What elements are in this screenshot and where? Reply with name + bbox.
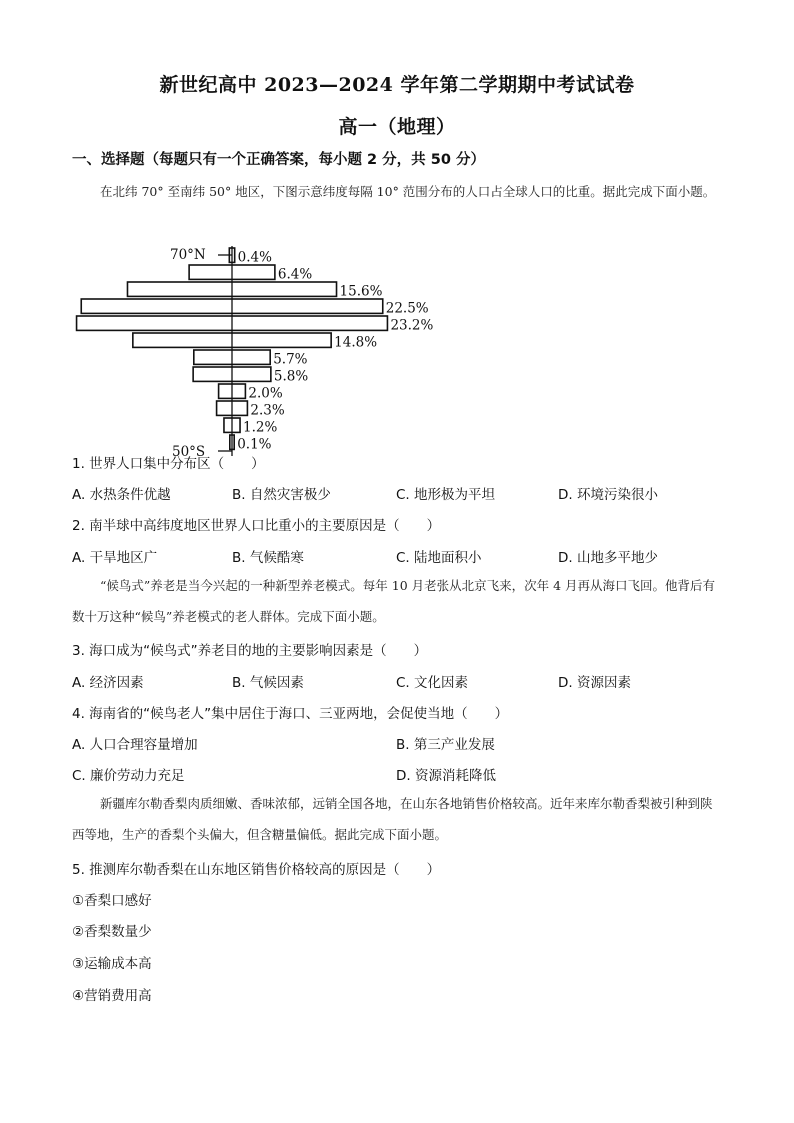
question-2-stem: 2. 南半球中高纬度地区世界人口比重小的主要原因是（ ） [72,518,441,534]
q4-option-b[interactable]: B. 第三产业发展 [396,737,495,753]
q4-option-a[interactable]: A. 人口合理容量增加 [72,737,198,753]
q5-item-1: ①香梨口感好 [72,893,152,909]
q4-option-c[interactable]: C. 廉价劳动力充足 [72,768,185,784]
q4-option-d[interactable]: D. 资源消耗降低 [396,768,496,784]
q3-option-a[interactable]: A. 经济因素 [72,675,144,691]
bar-value-label: 0.1% [237,436,272,453]
bar-value-label: 22.5% [385,300,429,317]
top-latitude-label: 70°N [170,247,206,263]
q3-option-b[interactable]: B. 气候因素 [232,675,304,691]
bar-value-label: 0.4% [237,249,272,266]
section-heading: 一、选择题（每题只有一个正确答案，每小题 2 分，共 50 分） [72,152,485,168]
bar-value-label: 6.4% [277,266,313,283]
exam-subtitle: 高一（地理） [338,116,456,138]
question-4-stem: 4. 海南省的“候鸟老人”集中居住于海口、三亚两地，会促使当地（ ） [72,706,509,722]
bar-value-label: 1.2% [243,419,278,436]
q1-option-c[interactable]: C. 地形极为平坦 [396,487,496,503]
q1-option-d[interactable]: D. 环境污染很小 [558,487,658,503]
bar-value-label: 2.0% [248,385,283,402]
question-3-stem: 3. 海口成为“候鸟式”养老目的地的主要影响因素是（ ） [72,643,428,659]
bar-value-label: 5.7% [273,351,308,368]
q5-item-3: ③运输成本高 [72,956,152,972]
q1-option-b[interactable]: B. 自然灾害极少 [232,487,331,503]
q2-option-a[interactable]: A. 干旱地区广 [72,550,158,566]
q2-option-c[interactable]: C. 陆地面积小 [396,550,482,566]
intro-paragraph-3: 新疆库尔勒香梨肉质细嫩、香味浓郁，远销全国各地，在山东各地销售价格较高。近年来库尔勒香梨被引种到陕西等地，生产的香梨个头偏大，但含糖量偏低。据此完成下面小题。 [72,796,713,842]
question-5-stem: 5. 推测库尔勒香梨在山东地区销售价格较高的原因是（ ） [72,862,441,878]
intro-paragraph-1: 在北纬 70° 至南纬 50° 地区，下图示意纬度每隔 10° 范围分布的人口占全球人口的比重。据此完成下面小题。 [100,184,716,199]
q5-item-4: ④营销费用高 [72,988,152,1004]
intro-paragraph-2: “候鸟式”养老是当今兴起的一种新型养老模式。每年 10 月老张从北京飞来，次年 4 月再从海口飞回。他背后有数十万这种“候鸟”养老模式的老人群体。完成下面小题。 [72,578,716,624]
population-chart [70,240,490,460]
q2-option-b[interactable]: B. 气候酷寒 [232,550,304,566]
bar-value-label: 5.8% [273,368,309,385]
bar-value-label: 14.8% [334,334,378,351]
bar-value-label: 15.6% [339,283,383,300]
bottom-latitude-label: 50°S [172,444,206,460]
q3-option-c[interactable]: C. 文化因素 [396,675,469,691]
bar-value-label: 23.2% [390,317,434,334]
q1-option-a[interactable]: A. 水热条件优越 [72,487,171,503]
exam-title: 新世纪高中 2023—2024 学年第二学期期中考试试卷 [159,74,635,96]
q2-option-d[interactable]: D. 山地多平地少 [558,550,658,566]
question-1-stem: 1. 世界人口集中分布区（ ） [72,456,265,472]
bar-value-label: 2.3% [250,402,285,419]
q3-option-d[interactable]: D. 资源因素 [558,675,631,691]
q5-item-2: ②香梨数量少 [72,924,152,940]
